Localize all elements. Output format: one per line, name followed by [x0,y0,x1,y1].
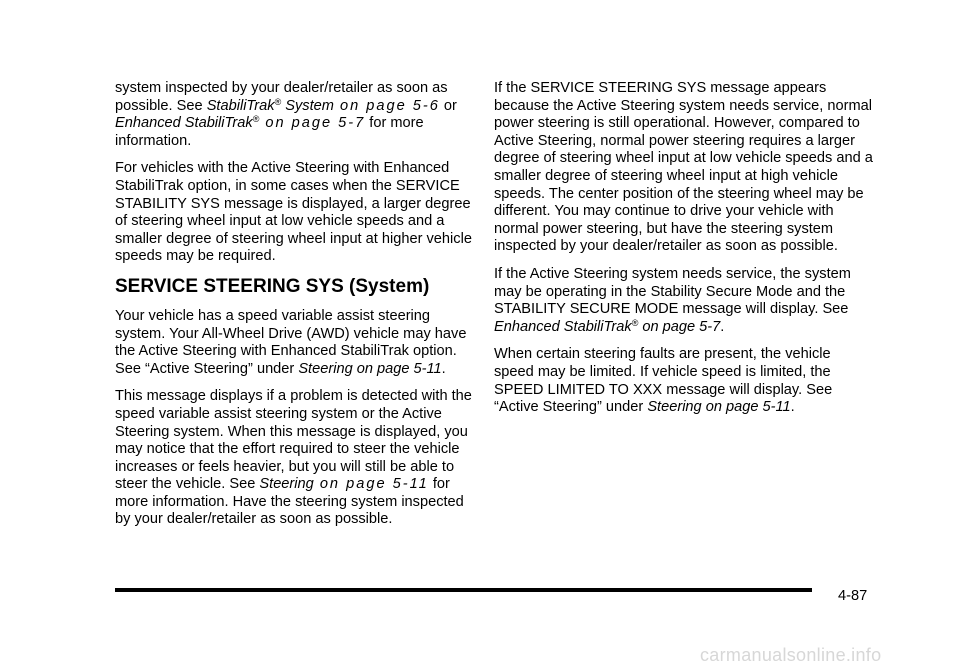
page-5-6-link[interactable]: on page 5-6 [333,97,440,114]
steering-page-5-11-link[interactable]: Steering on page 5-11 [647,399,791,416]
page-5-7-link[interactable]: on page 5-7 [259,115,366,132]
section-heading: SERVICE STEERING SYS (System) [115,275,430,297]
left-paragraph-4: This message displays if a problem is detected with the speed variable assist steering system or the Active Steering system. When this message is displayed, you may notice that the effort required to steer the vehicle increases or feels heavier, but you will still be able to steer the vehicle. See Steering on page 5-11 for more information. Have the steering system inspected by your dealer/retailer as soon as possible. [115,388,472,528]
steering-page-5-11-link[interactable]: Steering on page 5-11 [298,360,442,377]
steering-link[interactable]: Steering [259,476,314,493]
right-paragraph-2: If the Active Steering system needs service, the system may be operating in the Stability Secure Mode and the STABILITY SECURE MODE message will display. See Enhanced StabiliTrak® on page 5-7. [494,265,851,335]
stabilitrak-system-link[interactable]: StabiliTrak® System [206,96,334,114]
watermark: carmanualsonline.info [700,645,882,665]
right-paragraph-1: If the SERVICE STEERING SYS message appears because the Active Steering system needs service, normal power steering is still operational. However, compared to Active Steering, normal power steering requires a larger degree of steering wheel input at low vehicle speeds and a smaller degree of steering wheel input at high vehicle speeds. The center position of the steering wheel may be different. You may continue to drive your vehicle with normal power steering, but have the steering system inspected by your dealer/retailer as soon as possible. [494,80,873,255]
left-paragraph-3: Your vehicle has a speed variable assist steering system. Your All-Wheel Drive (AWD) vehicle may have the Active Steering with Enhanced StabiliTrak option. See “Active Steering” under Steering on page 5-11. [115,307,467,377]
right-column [494,80,874,427]
footer-rule [115,588,812,592]
left-paragraph-2: For vehicles with the Active Steering with Enhanced StabiliTrak option, in some cases when the SERVICE STABILITY SYS message is displayed, a larger degree of steering wheel input at low vehicle speeds and a smaller degree of steering wheel input at higher vehicle speeds may be required. [115,160,472,265]
left-column [115,80,477,539]
page-number: 4-87 [838,588,868,604]
left-paragraph-1: system inspected by your dealer/retailer as soon as possible. See StabiliTrak® System on page 5-6 or Enhanced StabiliTrak® on page 5-7 for more information. [115,80,457,149]
enhanced-stabilitrak-link[interactable]: Enhanced StabiliTrak® [115,114,260,132]
enhanced-stabilitrak-link[interactable]: Enhanced StabiliTrak® on page 5-7 [494,317,721,335]
steering-page-link[interactable]: on page 5-11 [313,476,429,493]
right-paragraph-3: When certain steering faults are present, the vehicle speed may be limited. If vehicle speed is limited, the SPEED LIMITED TO XXX message will display. See “Active Steering” under Steering on page 5-11. [494,346,833,416]
